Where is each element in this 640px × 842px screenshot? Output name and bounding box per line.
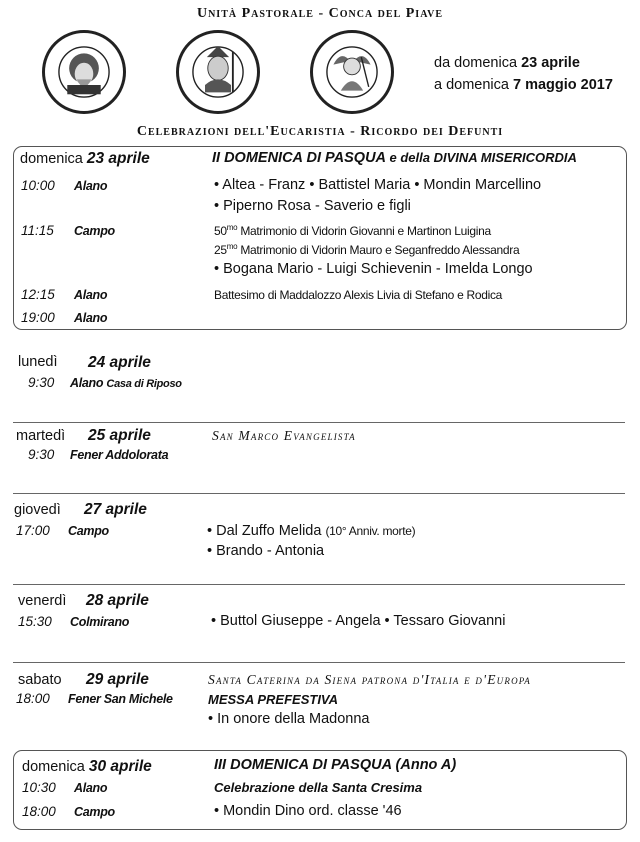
saint-feast: San Marco Evangelista [212,428,356,443]
place: Alano [74,179,108,193]
mass-type: MESSA PREFESTIVA [208,692,339,707]
seal-ulderico-icon [179,33,257,111]
time: 17:00 [16,523,50,538]
place: Campo [68,524,109,538]
sunday-30-day: domenica 30 aprile [22,758,152,775]
place: Alano [74,781,108,795]
intention-line: • Mondin Dino ord. classe '46 [214,803,402,819]
place: Alano Casa di Riposo [70,376,182,390]
sunday-30-feast: III DOMENICA DI PASQUA (Anno A) [214,757,457,773]
seal-sant-ulderico [176,30,260,114]
time: 11:15 [21,223,54,238]
intention-line: • Bogana Mario - Luigi Schievenin - Imelda Longo [214,261,533,277]
intention-line: • Altea - Franz • Battistel Maria • Mondin Marcellino [214,177,542,193]
confirmation-line: Celebrazione della Santa Cresima [214,780,423,795]
time: 10:00 [21,178,55,193]
sunday-23-date: 23 aprile [86,150,150,167]
time: 9:30 [28,375,55,390]
date-to: 7 maggio 2017 [513,77,613,93]
page-title: Unità Pastorale - Conca del Piave [196,6,444,21]
divider [13,662,625,663]
place: Fener Addolorata [70,448,169,462]
time: 15:30 [18,614,52,629]
sunday-23-feast: II DOMENICA DI PASQUA e della DIVINA MISERICORDIA [212,150,577,166]
sunday-23-box [13,146,627,330]
intention-line: • Buttol Giuseppe - Angela • Tessaro Giovanni [211,613,506,629]
date-to-prefix: a domenica [434,77,509,93]
thursday-day: giovedì [14,502,61,518]
seal-antonio-icon [45,33,123,111]
sunday-30-date: 30 aprile [88,758,152,775]
date-from-prefix: da domenica [434,55,518,71]
time: 10:30 [22,780,56,795]
time: 9:30 [28,447,55,462]
place: Colmirano [70,615,130,629]
saint-feast: Santa Caterina da Siena patrona d'Italia e d'Europa [208,672,532,687]
date-from: 23 aprile [521,55,580,71]
date-range [434,52,613,96]
thursday-date: 27 aprile [84,501,147,518]
intention-line: • Brando - Antonia [207,543,325,559]
divider [13,584,625,585]
friday-date: 28 aprile [86,592,149,609]
anniversary-line: $25^{mo}$ Matrimonio di Vidorin Mauro e Seganfreddo Alessandra [214,242,520,257]
place: Alano [74,288,108,302]
divider [13,422,625,423]
intention-line: • In onore della Madonna [208,711,370,727]
seal-san-michele [310,30,394,114]
place: Campo [74,224,115,238]
time: 18:00 [22,804,56,819]
tuesday-day: martedì [16,428,66,444]
baptism-line: Battesimo di Maddalozzo Alexis Livia di Stefano e Rodica [214,288,503,302]
place: Fener San Michele [68,692,173,706]
divider [13,493,625,494]
page-subtitle: Celebrazioni dell'Eucaristia - Ricordo dei Defunti [136,124,504,139]
sunday-23-day: domenica 23 aprile [20,150,150,167]
tuesday-date: 25 aprile [88,427,151,444]
monday-day: lunedì [18,354,58,370]
saturday-date: 29 aprile [86,671,149,688]
seal-michele-icon [313,33,391,111]
seal-sant-antonio [42,30,126,114]
time: 19:00 [21,310,55,325]
friday-day: venerdì [18,593,67,609]
time: 12:15 [21,287,55,302]
place: Alano [74,311,108,325]
monday-date: 24 aprile [88,354,151,371]
anniversary-line: $50^{mo}$ Matrimonio di Vidorin Giovanni e Martinon Luigina [214,223,491,238]
place: Campo [74,805,115,819]
time: 18:00 [16,691,50,706]
intention-line: • Piperno Rosa - Saverio e figli [214,198,411,214]
intention-line: • Dal Zuffo Melida (10° Anniv. morte) [207,523,416,539]
saturday-day: sabato [18,672,62,688]
